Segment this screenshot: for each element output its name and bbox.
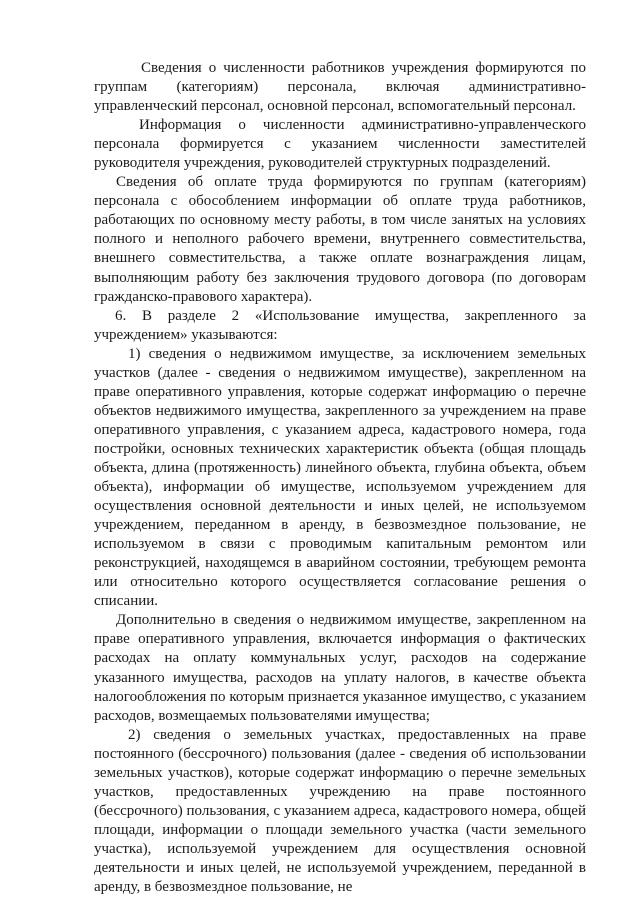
- paragraph-staff-numbers: Сведения о численности работников учреждения формируются по группам (категориям) персонала, включая административно-управленческий персонал, основной персонал, вспомогательный персонал.: [94, 60, 586, 115]
- paragraph-payroll: Сведения об оплате труда формируются по группам (категориям) персонала с обособлением информации об оплате труда работников, работающих по основному месту работы, в том числе занятых на условиях полного и неполного рабочего времени, внутреннего совместительства, внешнего совместительства, а также оплате вознаграждения лицам, выполняющим работу без заключения трудового договора (по договорам гражданско-правового характера).: [94, 174, 586, 305]
- paragraph-management-staff: Информация о численности административно-управленческого персонала формируется с указанием численности заместителей руководителя учреждения, руководителей структурных подразделений.: [94, 117, 586, 172]
- paragraph-additional-info: Дополнительно в сведения о недвижимом имуществе, закрепленном на праве оперативного управления, включается информация о фактических расходах на оплату коммунальных услуг, расходов на содержание указанного имущества, расходов на уплату налогов, в качестве объекта налогообложения по которым признается указанное имущество, с указанием расходов, возмещаемых пользователями имущества;: [94, 612, 586, 724]
- paragraph-item-2-land-plots: 2) сведения о земельных участках, предоставленных на праве постоянного (бессрочного) пользования (далее - сведения об использовании земельных участков), которые содержат информацию о перечне земельных участков, предоставленных учреждению на праве постоянного (бессрочного) пользования, с указанием адреса, кадастрового номера, общей площади, информации о площади земельного участка (части земельного участка), используемой учреждением для осуществления основной деятельности и иных целей, не используемой учреждением, переданной в аренду, в безвозмездное пользование, не: [94, 726, 586, 896]
- document-body: [94, 59, 586, 897]
- paragraph-item-1-real-estate: 1) сведения о недвижимом имуществе, за исключением земельных участков (далее - сведения о недвижимом имуществе), закрепленном на праве оперативного управления, которые содержат информацию о перечне объектов недвижимого имущества, закрепленного за учреждением на праве оперативного управления, с указанием адреса, кадастрового номера, года постройки, основных технических характеристик объекта (общая площадь объекта, длина (протяженность) линейного объекта, глубина объекта, объем объекта), информации об имуществе, используемом учреждением для осуществления основной деятельности и иных целей, не используемом учреждением, переданном в аренду, в безвозмездное пользование, не используемом в связи с проводимым капитальным ремонтом или реконструкцией, находящемся в аварийном состоянии, требующем ремонта или относительно которого осуществляется согласование решения о списании.: [94, 345, 586, 610]
- paragraph-section-2: 6. В разделе 2 «Использование имущества, закрепленного за учреждением» указываются:: [94, 307, 586, 343]
